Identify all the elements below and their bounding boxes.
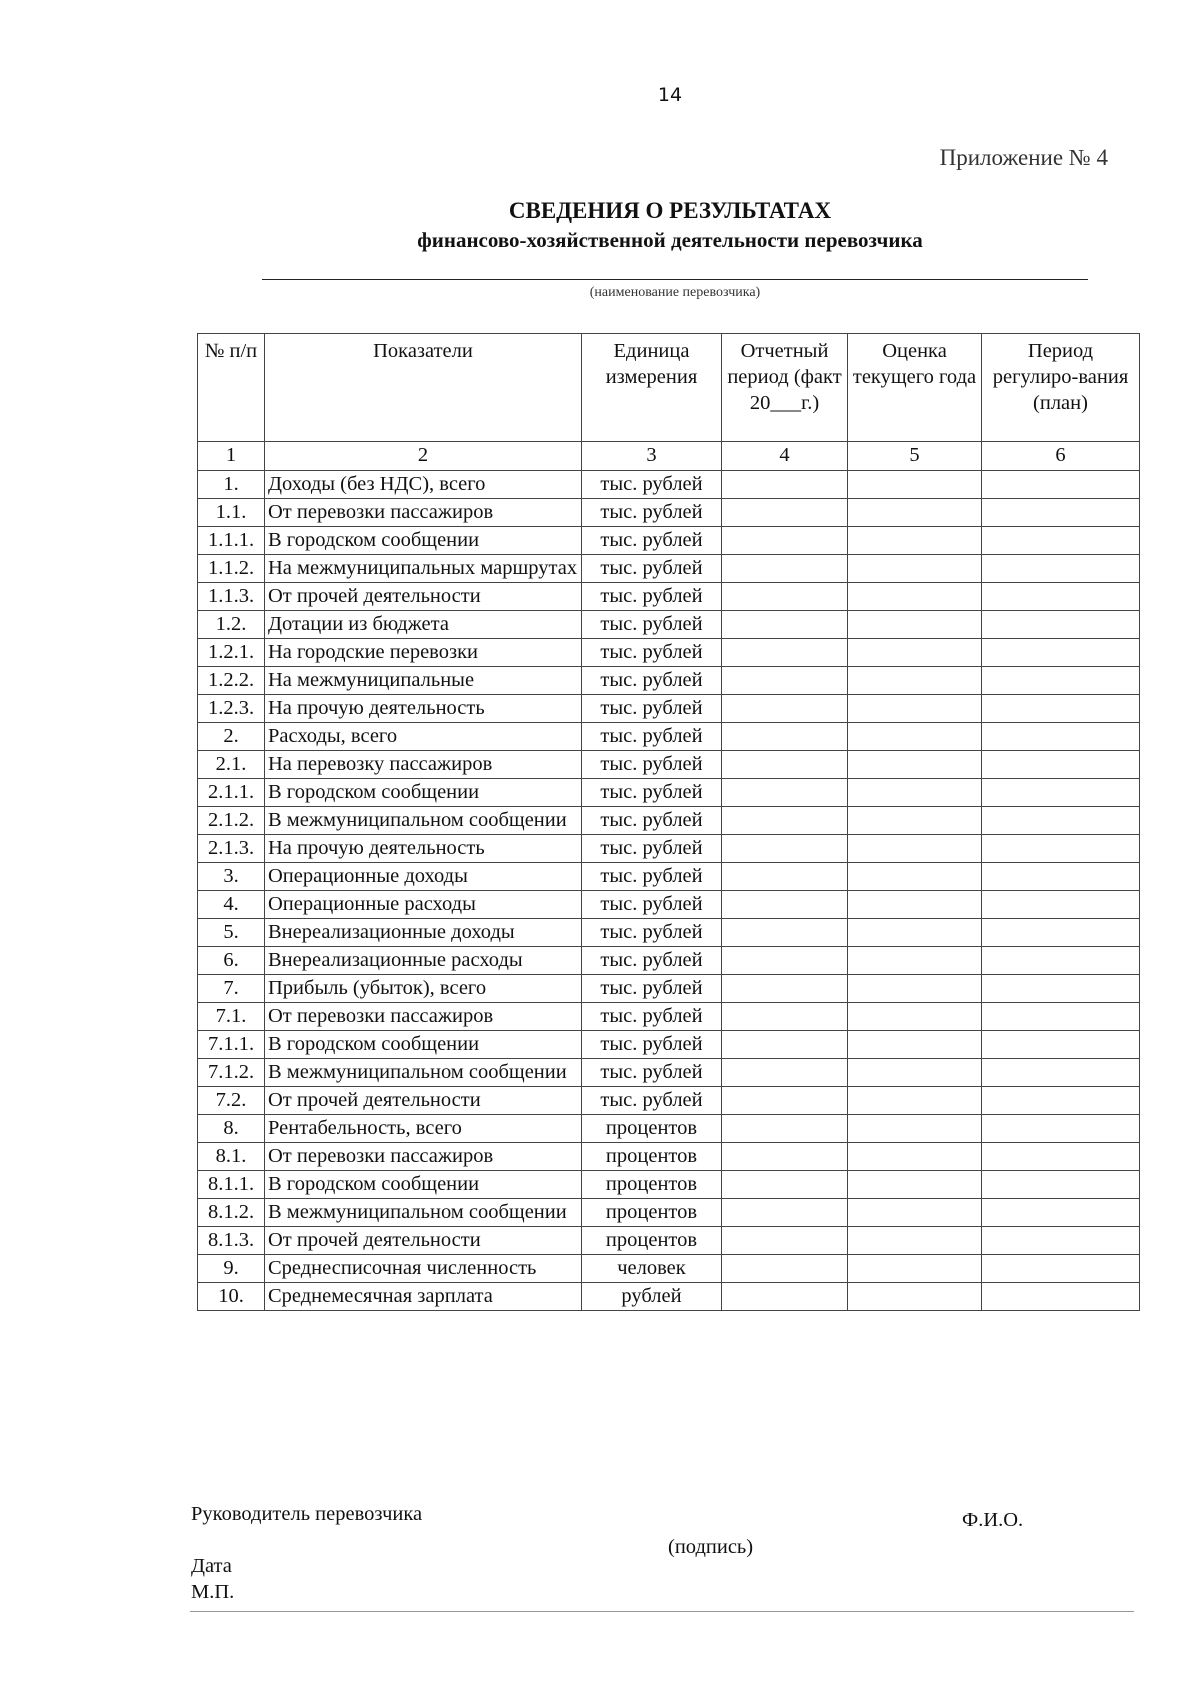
row-indicator: В межмуниципальном сообщении (265, 807, 582, 835)
row-unit: тыс. рублей (582, 835, 722, 863)
row-number: 2.1. (198, 751, 265, 779)
regulation-period-cell (982, 975, 1140, 1003)
row-number: 6. (198, 947, 265, 975)
header-regulation-period: Период регулиро-вания (план) (982, 334, 1140, 442)
row-number: 7.2. (198, 1087, 265, 1115)
reporting-period-cell (722, 611, 848, 639)
reporting-period-cell (722, 639, 848, 667)
row-unit: процентов (582, 1171, 722, 1199)
row-unit: тыс. рублей (582, 947, 722, 975)
row-number: 8.1.1. (198, 1171, 265, 1199)
table-row (198, 1227, 1140, 1255)
header-number: № п/п (198, 334, 265, 442)
table-row (198, 1087, 1140, 1115)
table-row (198, 835, 1140, 863)
current-year-estimate-cell (848, 1003, 982, 1031)
current-year-estimate-cell (848, 947, 982, 975)
regulation-period-cell (982, 639, 1140, 667)
regulation-period-cell (982, 1087, 1140, 1115)
row-number: 9. (198, 1255, 265, 1283)
reporting-period-cell (722, 723, 848, 751)
reporting-period-cell (722, 1171, 848, 1199)
reporting-period-cell (722, 1003, 848, 1031)
row-indicator: Дотации из бюджета (265, 611, 582, 639)
row-indicator: Рентабельность, всего (265, 1115, 582, 1143)
reporting-period-cell (722, 835, 848, 863)
regulation-period-cell (982, 667, 1140, 695)
current-year-estimate-cell (848, 583, 982, 611)
regulation-period-cell (982, 779, 1140, 807)
row-number: 2.1.3. (198, 835, 265, 863)
document-title: СВЕДЕНИЯ О РЕЗУЛЬТАТАХ (508, 198, 832, 223)
table-row (198, 1199, 1140, 1227)
current-year-estimate-cell (848, 751, 982, 779)
current-year-estimate-cell (848, 723, 982, 751)
current-year-estimate-cell (848, 1283, 982, 1311)
header-indicator: Показатели (265, 334, 582, 442)
regulation-period-cell (982, 1283, 1140, 1311)
signature-caption: (подпись) (668, 1536, 754, 1558)
row-indicator: От перевозки пассажиров (265, 499, 582, 527)
reporting-period-cell (722, 471, 848, 499)
row-number: 5. (198, 919, 265, 947)
stamp-label: М.П. (191, 1581, 235, 1603)
column-number: 3 (582, 442, 722, 471)
regulation-period-cell (982, 807, 1140, 835)
row-indicator: Операционные расходы (265, 891, 582, 919)
current-year-estimate-cell (848, 1143, 982, 1171)
current-year-estimate-cell (848, 1115, 982, 1143)
table-row (198, 947, 1140, 975)
table-row (198, 611, 1140, 639)
column-number: 4 (722, 442, 848, 471)
row-number: 1.1.3. (198, 583, 265, 611)
row-number: 8.1.2. (198, 1199, 265, 1227)
current-year-estimate-cell (848, 1087, 982, 1115)
table-row (198, 1255, 1140, 1283)
page-number: 14 (657, 84, 683, 106)
reporting-period-cell (722, 1115, 848, 1143)
row-indicator: Расходы, всего (265, 723, 582, 751)
row-unit: тыс. рублей (582, 723, 722, 751)
table-row (198, 471, 1140, 499)
current-year-estimate-cell (848, 555, 982, 583)
table-row (198, 1283, 1140, 1311)
row-unit: тыс. рублей (582, 807, 722, 835)
row-unit: человек (582, 1255, 722, 1283)
regulation-period-cell (982, 835, 1140, 863)
regulation-period-cell (982, 1171, 1140, 1199)
current-year-estimate-cell (848, 1199, 982, 1227)
bottom-rule (190, 1611, 1134, 1612)
document-subtitle: финансово-хозяйственной деятельности перевозчика (417, 228, 923, 252)
row-indicator: В межмуниципальном сообщении (265, 1199, 582, 1227)
current-year-estimate-cell (848, 527, 982, 555)
row-unit: тыс. рублей (582, 527, 722, 555)
reporting-period-cell (722, 1283, 848, 1311)
row-unit: тыс. рублей (582, 751, 722, 779)
table-row (198, 723, 1140, 751)
table-row (198, 1031, 1140, 1059)
regulation-period-cell (982, 947, 1140, 975)
fio-label: Ф.И.О. (962, 1509, 1024, 1531)
reporting-period-cell (722, 863, 848, 891)
reporting-period-cell (722, 667, 848, 695)
table-row (198, 1115, 1140, 1143)
regulation-period-cell (982, 891, 1140, 919)
table-row (198, 639, 1140, 667)
reporting-period-cell (722, 527, 848, 555)
row-number: 4. (198, 891, 265, 919)
row-unit: тыс. рублей (582, 583, 722, 611)
column-number: 6 (982, 442, 1140, 471)
row-unit: процентов (582, 1115, 722, 1143)
current-year-estimate-cell (848, 807, 982, 835)
table-row (198, 499, 1140, 527)
row-unit: тыс. рублей (582, 1003, 722, 1031)
current-year-estimate-cell (848, 1059, 982, 1087)
row-number: 10. (198, 1283, 265, 1311)
regulation-period-cell (982, 471, 1140, 499)
table-row (198, 1143, 1140, 1171)
current-year-estimate-cell (848, 1171, 982, 1199)
reporting-period-cell (722, 1059, 848, 1087)
reporting-period-cell (722, 583, 848, 611)
row-indicator: Прибыль (убыток), всего (265, 975, 582, 1003)
regulation-period-cell (982, 583, 1140, 611)
row-unit: тыс. рублей (582, 1087, 722, 1115)
table-row (198, 807, 1140, 835)
regulation-period-cell (982, 919, 1140, 947)
table-row (198, 863, 1140, 891)
row-number: 1.2.3. (198, 695, 265, 723)
column-number: 1 (198, 442, 265, 471)
reporting-period-cell (722, 1227, 848, 1255)
row-number: 2.1.1. (198, 779, 265, 807)
current-year-estimate-cell (848, 891, 982, 919)
carrier-name-caption: (наименование перевозчика) (589, 285, 761, 300)
regulation-period-cell (982, 1227, 1140, 1255)
reporting-period-cell (722, 751, 848, 779)
row-unit: процентов (582, 1143, 722, 1171)
table-row (198, 695, 1140, 723)
table-row (198, 667, 1140, 695)
current-year-estimate-cell (848, 1255, 982, 1283)
row-indicator: От прочей деятельности (265, 1087, 582, 1115)
row-unit: тыс. рублей (582, 863, 722, 891)
row-number: 1.2. (198, 611, 265, 639)
reporting-period-cell (722, 1143, 848, 1171)
row-number: 8.1. (198, 1143, 265, 1171)
row-unit: тыс. рублей (582, 611, 722, 639)
row-number: 7.1.1. (198, 1031, 265, 1059)
row-number: 1.1.2. (198, 555, 265, 583)
column-number-row (198, 442, 1140, 471)
row-number: 2. (198, 723, 265, 751)
row-unit: тыс. рублей (582, 555, 722, 583)
row-number: 1.1. (198, 499, 265, 527)
row-number: 8. (198, 1115, 265, 1143)
regulation-period-cell (982, 1059, 1140, 1087)
reporting-period-cell (722, 891, 848, 919)
row-unit: тыс. рублей (582, 975, 722, 1003)
row-number: 1. (198, 471, 265, 499)
row-indicator: В межмуниципальном сообщении (265, 1059, 582, 1087)
current-year-estimate-cell (848, 667, 982, 695)
current-year-estimate-cell (848, 863, 982, 891)
current-year-estimate-cell (848, 639, 982, 667)
reporting-period-cell (722, 947, 848, 975)
row-indicator: На городские перевозки (265, 639, 582, 667)
current-year-estimate-cell (848, 919, 982, 947)
column-number: 5 (848, 442, 982, 471)
current-year-estimate-cell (848, 499, 982, 527)
reporting-period-cell (722, 1087, 848, 1115)
row-indicator: В городском сообщении (265, 1031, 582, 1059)
row-unit: процентов (582, 1199, 722, 1227)
table-row (198, 891, 1140, 919)
row-indicator: От прочей деятельности (265, 1227, 582, 1255)
row-unit: процентов (582, 1227, 722, 1255)
row-indicator: На межмуниципальных маршрутах (265, 555, 582, 583)
regulation-period-cell (982, 751, 1140, 779)
date-label: Дата (191, 1555, 232, 1577)
row-indicator: В городском сообщении (265, 527, 582, 555)
row-indicator: От перевозки пассажиров (265, 1003, 582, 1031)
table-row (198, 779, 1140, 807)
row-indicator: В городском сообщении (265, 1171, 582, 1199)
row-number: 7.1. (198, 1003, 265, 1031)
row-unit: тыс. рублей (582, 919, 722, 947)
current-year-estimate-cell (848, 975, 982, 1003)
table-row (198, 919, 1140, 947)
appendix-label: Приложение № 4 (939, 145, 1108, 170)
current-year-estimate-cell (848, 695, 982, 723)
reporting-period-cell (722, 1199, 848, 1227)
regulation-period-cell (982, 555, 1140, 583)
table-row (198, 1171, 1140, 1199)
table-row (198, 751, 1140, 779)
row-number: 1.1.1. (198, 527, 265, 555)
reporting-period-cell (722, 1031, 848, 1059)
regulation-period-cell (982, 1031, 1140, 1059)
current-year-estimate-cell (848, 779, 982, 807)
regulation-period-cell (982, 1115, 1140, 1143)
row-unit: тыс. рублей (582, 471, 722, 499)
row-indicator: От прочей деятельности (265, 583, 582, 611)
row-number: 1.2.2. (198, 667, 265, 695)
current-year-estimate-cell (848, 835, 982, 863)
row-number: 7.1.2. (198, 1059, 265, 1087)
reporting-period-cell (722, 919, 848, 947)
regulation-period-cell (982, 863, 1140, 891)
current-year-estimate-cell (848, 611, 982, 639)
row-indicator: На прочую деятельность (265, 835, 582, 863)
row-number: 8.1.3. (198, 1227, 265, 1255)
row-indicator: Внереализационные расходы (265, 947, 582, 975)
row-unit: тыс. рублей (582, 891, 722, 919)
report-table (197, 333, 1140, 1311)
reporting-period-cell (722, 1255, 848, 1283)
row-indicator: В городском сообщении (265, 779, 582, 807)
row-unit: тыс. рублей (582, 667, 722, 695)
current-year-estimate-cell (848, 471, 982, 499)
current-year-estimate-cell (848, 1227, 982, 1255)
table-row (198, 555, 1140, 583)
header-row (198, 334, 1140, 442)
header-current-year-estimate: Оценка текущего года (848, 334, 982, 442)
row-indicator: Операционные доходы (265, 863, 582, 891)
reporting-period-cell (722, 499, 848, 527)
row-indicator: На межмуниципальные (265, 667, 582, 695)
row-unit: тыс. рублей (582, 499, 722, 527)
regulation-period-cell (982, 499, 1140, 527)
regulation-period-cell (982, 1143, 1140, 1171)
row-indicator: Среднесписочная численность (265, 1255, 582, 1283)
row-number: 3. (198, 863, 265, 891)
carrier-name-line (262, 279, 1088, 280)
row-indicator: На прочую деятельность (265, 695, 582, 723)
reporting-period-cell (722, 807, 848, 835)
row-unit: тыс. рублей (582, 1059, 722, 1087)
row-indicator: Среднемесячная зарплата (265, 1283, 582, 1311)
row-unit: рублей (582, 1283, 722, 1311)
reporting-period-cell (722, 695, 848, 723)
reporting-period-cell (722, 975, 848, 1003)
row-unit: тыс. рублей (582, 779, 722, 807)
column-number: 2 (265, 442, 582, 471)
row-number: 2.1.2. (198, 807, 265, 835)
row-indicator: На перевозку пассажиров (265, 751, 582, 779)
regulation-period-cell (982, 1255, 1140, 1283)
regulation-period-cell (982, 695, 1140, 723)
regulation-period-cell (982, 527, 1140, 555)
reporting-period-cell (722, 779, 848, 807)
row-indicator: Внереализационные доходы (265, 919, 582, 947)
row-number: 1.2.1. (198, 639, 265, 667)
regulation-period-cell (982, 1003, 1140, 1031)
regulation-period-cell (982, 723, 1140, 751)
table-row (198, 1059, 1140, 1087)
reporting-period-cell (722, 555, 848, 583)
regulation-period-cell (982, 611, 1140, 639)
row-unit: тыс. рублей (582, 695, 722, 723)
table-row (198, 1003, 1140, 1031)
row-number: 7. (198, 975, 265, 1003)
carrier-head-label: Руководитель перевозчика (191, 1503, 423, 1525)
table-row (198, 527, 1140, 555)
table-row (198, 975, 1140, 1003)
row-unit: тыс. рублей (582, 1031, 722, 1059)
row-unit: тыс. рублей (582, 639, 722, 667)
current-year-estimate-cell (848, 1031, 982, 1059)
row-indicator: Доходы (без НДС), всего (265, 471, 582, 499)
row-indicator: От перевозки пассажиров (265, 1143, 582, 1171)
header-reporting-period: Отчетный период (факт 20___г.) (722, 334, 848, 442)
table-row (198, 583, 1140, 611)
header-unit: Единица измерения (582, 334, 722, 442)
regulation-period-cell (982, 1199, 1140, 1227)
